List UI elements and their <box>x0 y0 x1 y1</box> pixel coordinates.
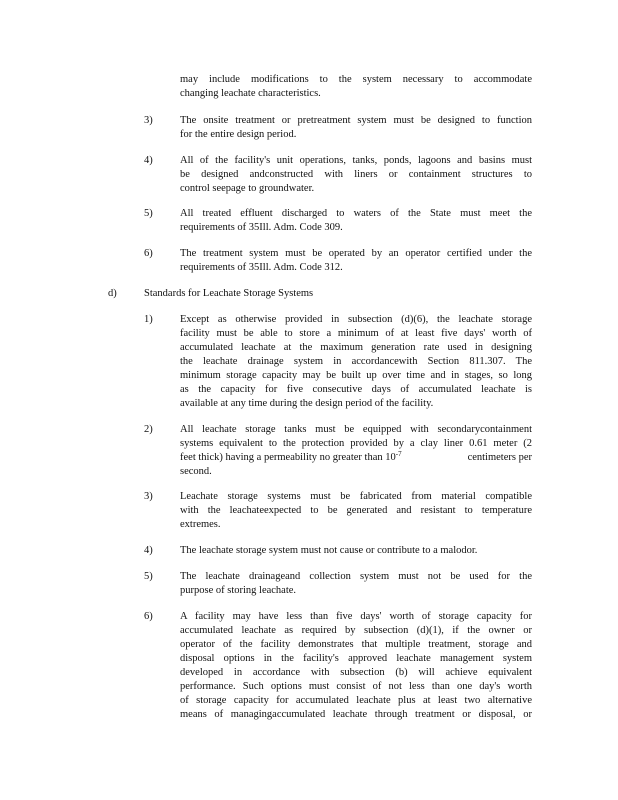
line-segment <box>180 451 402 465</box>
paragraph-line: with the leachateexpected to be generated and resistant to temperature <box>180 505 532 516</box>
item-number: 4) <box>144 545 153 556</box>
paragraph-line: Leachate storage systems must be fabricated from material compatible <box>180 491 532 502</box>
paragraph-line: disposal options in the facility's approved leachate management system <box>180 653 532 664</box>
paragraph-line: facility must be able to store a minimum of at least five days' worth of <box>180 328 532 339</box>
item-number: 6) <box>144 611 153 622</box>
exponent: -7 <box>395 450 402 458</box>
paragraph-line: available at any time during the design period of the facility. <box>180 398 434 409</box>
item-number: 3) <box>144 491 153 502</box>
paragraph-line: A facility may have less than five days' worth of storage capacity for <box>180 611 532 622</box>
paragraph-line: may include modifications to the system necessary to accommodate <box>180 74 532 85</box>
line-text: feet thick) having a permeability no greater than 10 <box>180 452 396 463</box>
section-title: Standards for Leachate Storage Systems <box>144 288 314 299</box>
paragraph-line: of storage capacity for accumulated leachate plus at least two alternative <box>180 695 532 706</box>
paragraph-line: control seepage to groundwater. <box>180 183 315 194</box>
paragraph-line: systems equivalent to the protection provided by a clay liner 0.61 meter (2 <box>180 438 532 449</box>
paragraph-line: Except as otherwise provided in subsection (d)(6), the leachate storage <box>180 314 532 325</box>
paragraph-line: The onsite treatment or pretreatment system must be designed to function <box>180 115 532 126</box>
paragraph-line: requirements of 35Ill. Adm. Code 309. <box>180 222 343 233</box>
paragraph-line: the leachate drainage system in accordancewith Section 811.307. The <box>180 356 532 367</box>
paragraph-line: second. <box>180 466 212 477</box>
paragraph-line: All treated effluent discharged to waters of the State must meet the <box>180 208 532 219</box>
paragraph-line: for the entire design period. <box>180 129 297 140</box>
paragraph-line: be designed andconstructed with liners or containment structures to <box>180 169 532 180</box>
paragraph-line: minimum storage capacity may be built up over time and in stages, so long <box>180 370 532 381</box>
paragraph-line: The treatment system must be operated by an operator certified under the <box>180 248 532 259</box>
paragraph-line: The leachate drainageand collection system must not be used for the <box>180 571 532 582</box>
paragraph-line: developed in accordance with subsection (b) will achieve equivalent <box>180 667 532 678</box>
section-label: d) <box>108 288 117 299</box>
item-number: 4) <box>144 155 153 166</box>
paragraph-line: All leachate storage tanks must be equipped with secondarycontainment <box>180 424 532 435</box>
paragraph-line: accumulated leachate at the maximum generation rate used in designing <box>180 342 532 353</box>
item-number: 6) <box>144 248 153 259</box>
paragraph-line: as the capacity for five consecutive days of accumulated leachate is <box>180 384 532 395</box>
item-number: 2) <box>144 424 153 435</box>
paragraph-line: All of the facility's unit operations, tanks, ponds, lagoons and basins must <box>180 155 532 166</box>
item-number: 5) <box>144 571 153 582</box>
paragraph-line: performance. Such options must consist of not less than one day's worth <box>180 681 532 692</box>
paragraph-line <box>180 451 532 465</box>
item-number: 3) <box>144 115 153 126</box>
line-segment: centimeters per <box>467 452 532 463</box>
paragraph-line: extremes. <box>180 519 221 530</box>
paragraph-line: means of managingaccumulated leachate through treatment or disposal, or <box>180 709 532 720</box>
paragraph-line: requirements of 35Ill. Adm. Code 312. <box>180 262 343 273</box>
item-number: 1) <box>144 314 153 325</box>
paragraph-line: changing leachate characteristics. <box>180 88 321 99</box>
item-number: 5) <box>144 208 153 219</box>
paragraph-line: purpose of storing leachate. <box>180 585 297 596</box>
paragraph-line: operator of the facility demonstrates that multiple treatment, storage and <box>180 639 532 650</box>
paragraph-line: accumulated leachate as required by subsection (d)(1), if the owner or <box>180 625 532 636</box>
paragraph-line: The leachate storage system must not cause or contribute to a malodor. <box>180 545 478 556</box>
